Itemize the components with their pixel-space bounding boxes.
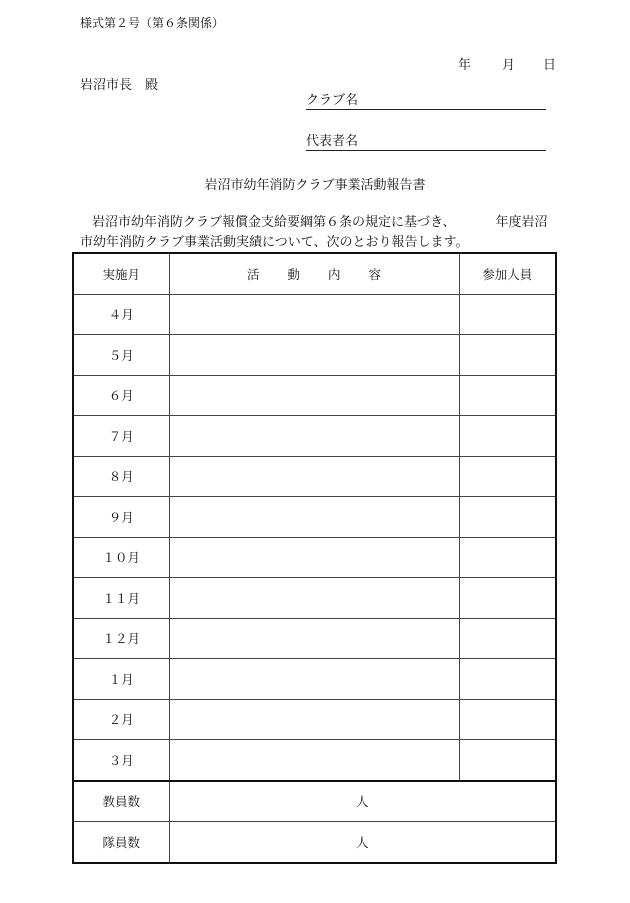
month-cell: ７月 bbox=[73, 416, 169, 457]
table-row bbox=[73, 578, 556, 619]
month-cell: ６月 bbox=[73, 375, 169, 416]
member-count-row bbox=[73, 822, 556, 863]
participants-cell[interactable] bbox=[459, 699, 556, 740]
activity-cell[interactable] bbox=[169, 618, 459, 659]
body-paragraph bbox=[80, 213, 560, 253]
activity-cell[interactable] bbox=[169, 456, 459, 497]
date-line bbox=[458, 54, 556, 73]
teacher-count-row bbox=[73, 781, 556, 822]
table-row bbox=[73, 416, 556, 457]
activity-cell[interactable] bbox=[169, 497, 459, 538]
body-line-1-text: 岩沼市幼年消防クラブ報償金支給要綱第６条の規定に基づき、 bbox=[92, 215, 456, 230]
month-cell: １月 bbox=[73, 659, 169, 700]
participants-cell[interactable] bbox=[459, 659, 556, 700]
header-activity-text: 活動内容 bbox=[246, 266, 409, 282]
participants-cell[interactable] bbox=[459, 375, 556, 416]
activity-cell[interactable] bbox=[169, 740, 459, 781]
month-cell: ３月 bbox=[73, 740, 169, 781]
participants-cell[interactable] bbox=[459, 740, 556, 781]
header-month: 実施月 bbox=[73, 253, 169, 294]
activity-cell[interactable] bbox=[169, 416, 459, 457]
body-line-1 bbox=[80, 213, 560, 233]
table-row bbox=[73, 659, 556, 700]
activity-cell[interactable] bbox=[169, 578, 459, 619]
date-month-label: 月 bbox=[502, 58, 516, 73]
participants-cell[interactable] bbox=[459, 416, 556, 457]
body-line-1-end: 年度岩沼 bbox=[495, 215, 548, 230]
table-row bbox=[73, 294, 556, 335]
activity-table bbox=[72, 252, 557, 864]
activity-cell[interactable] bbox=[169, 659, 459, 700]
month-cell: ５月 bbox=[73, 335, 169, 376]
activity-cell[interactable] bbox=[169, 294, 459, 335]
month-cell: ９月 bbox=[73, 497, 169, 538]
header-participants: 参加人員 bbox=[459, 253, 556, 294]
month-cell: １２月 bbox=[73, 618, 169, 659]
table-row bbox=[73, 497, 556, 538]
participants-cell[interactable] bbox=[459, 537, 556, 578]
table-row bbox=[73, 375, 556, 416]
table-row bbox=[73, 699, 556, 740]
month-cell: ４月 bbox=[73, 294, 169, 335]
participants-cell[interactable] bbox=[459, 618, 556, 659]
activity-cell[interactable] bbox=[169, 537, 459, 578]
table-row bbox=[73, 537, 556, 578]
participants-cell[interactable] bbox=[459, 294, 556, 335]
club-name-field[interactable] bbox=[306, 93, 546, 110]
member-count-label: 隊員数 bbox=[73, 822, 169, 863]
club-name-label: クラブ名 bbox=[306, 93, 359, 108]
teacher-count-label: 教員数 bbox=[73, 781, 169, 822]
table-row bbox=[73, 456, 556, 497]
participants-cell[interactable] bbox=[459, 335, 556, 376]
month-cell: ８月 bbox=[73, 456, 169, 497]
member-count-unit: 人 bbox=[355, 834, 369, 850]
addressee: 岩沼市長 殿 bbox=[80, 78, 159, 93]
participants-cell[interactable] bbox=[459, 456, 556, 497]
month-cell: １０月 bbox=[73, 537, 169, 578]
participants-cell[interactable] bbox=[459, 497, 556, 538]
table-row bbox=[73, 740, 556, 781]
header-activity bbox=[169, 253, 459, 294]
date-day-label: 日 bbox=[543, 58, 557, 73]
representative-name-label: 代表者名 bbox=[306, 134, 359, 149]
report-title: 岩沼市幼年消防クラブ事業活動報告書 bbox=[204, 178, 426, 193]
table-row bbox=[73, 618, 556, 659]
activity-cell[interactable] bbox=[169, 699, 459, 740]
body-line-2: 市幼年消防クラブ事業活動実績について、次のとおり報告します。 bbox=[80, 235, 469, 250]
form-number: 様式第２号（第６条関係） bbox=[80, 16, 225, 30]
teacher-count-field[interactable] bbox=[169, 781, 556, 822]
date-year-label: 年 bbox=[458, 58, 472, 73]
activity-cell[interactable] bbox=[169, 335, 459, 376]
month-cell: ２月 bbox=[73, 699, 169, 740]
activity-cell[interactable] bbox=[169, 375, 459, 416]
month-cell: １１月 bbox=[73, 578, 169, 619]
teacher-count-unit: 人 bbox=[355, 794, 369, 810]
representative-name-field[interactable] bbox=[306, 134, 546, 151]
table-header-row bbox=[73, 253, 556, 294]
member-count-field[interactable] bbox=[169, 822, 556, 863]
participants-cell[interactable] bbox=[459, 578, 556, 619]
table-row bbox=[73, 335, 556, 376]
